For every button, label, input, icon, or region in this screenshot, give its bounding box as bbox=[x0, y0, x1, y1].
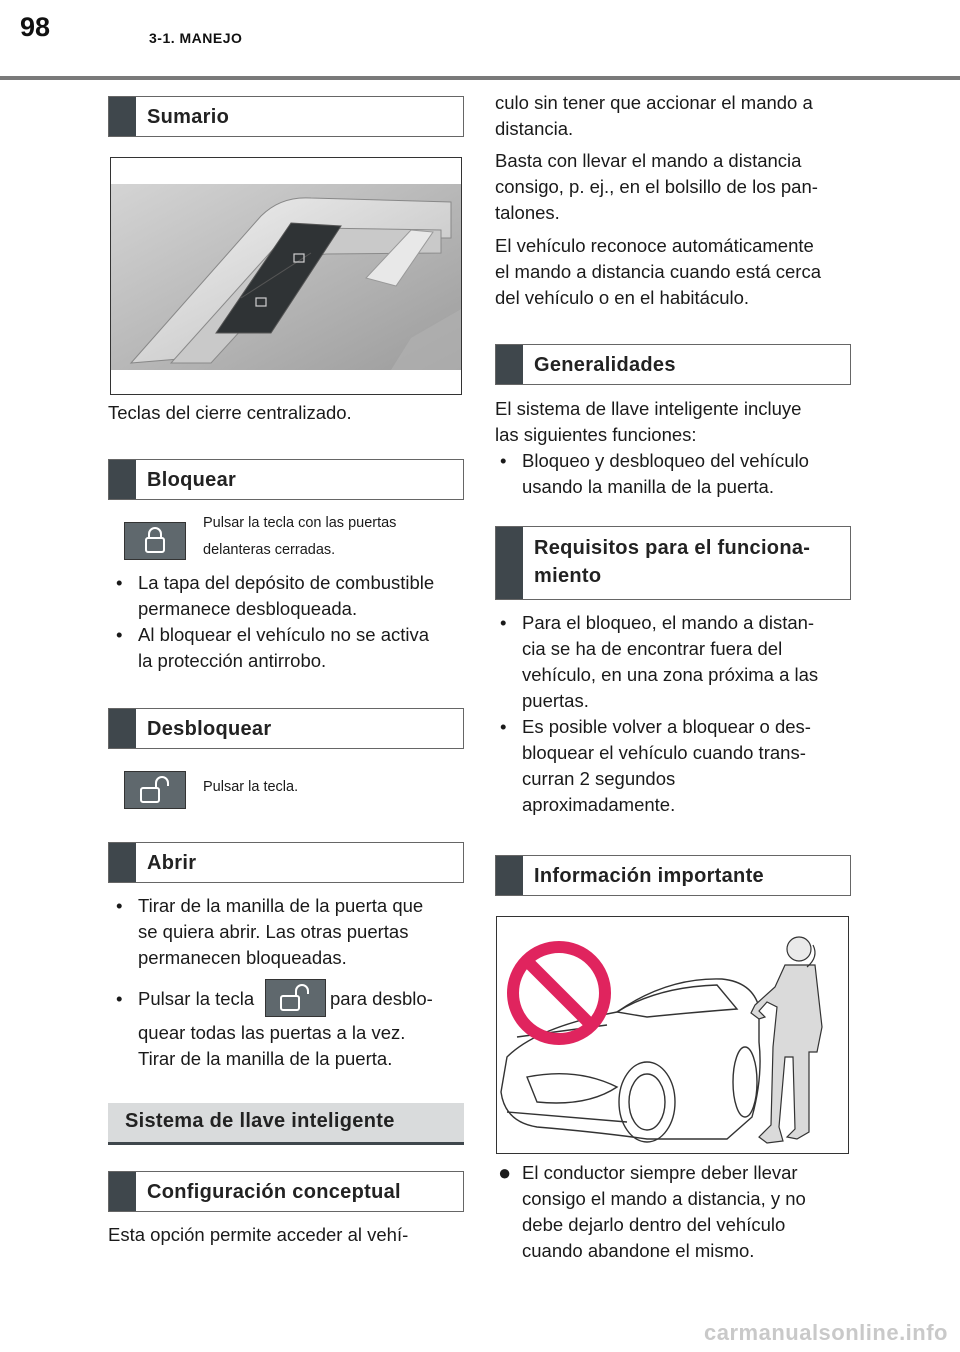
para3-line-2: el mando a distancia cuando está cerca bbox=[495, 261, 822, 282]
sistema-title: Sistema de llave inteligente bbox=[125, 1110, 395, 1132]
abrir-title: Abrir bbox=[147, 852, 197, 874]
heading-bar bbox=[109, 97, 136, 136]
heading-bar bbox=[109, 709, 136, 748]
cont-line-2: distancia. bbox=[495, 118, 574, 139]
bloquear-heading-box bbox=[108, 459, 464, 500]
page-number: 98 bbox=[20, 12, 51, 42]
abrir-bullet2-line3: Tirar de la manilla de la puerta. bbox=[138, 1048, 393, 1069]
desbloquear-title: Desbloquear bbox=[147, 718, 272, 740]
gen-line-1: El sistema de llave inteligente incluye bbox=[495, 398, 802, 419]
bullet-dot: • bbox=[116, 988, 123, 1009]
unlock-key-icon bbox=[124, 771, 186, 809]
watermark: carmanualsonline.info bbox=[704, 1320, 948, 1345]
lock-key-icon bbox=[124, 522, 186, 560]
list-item: • La tapa del depósito de combustible permanece desbloqueada. bbox=[116, 572, 435, 619]
heading-bar bbox=[496, 527, 523, 599]
requisitos-title-line1: Requisitos para el funciona- bbox=[534, 537, 811, 559]
cont-line-1: culo sin tener que accionar el mando a bbox=[495, 92, 813, 113]
generalidades-title: Generalidades bbox=[534, 354, 676, 376]
abrir-heading-box bbox=[108, 842, 464, 883]
sistema-heading-box bbox=[108, 1103, 464, 1145]
list-item: • Es posible volver a bloquear o des- bloquear el vehículo cuando trans- curran 2 segundos aproximadamente. bbox=[500, 716, 811, 815]
info-heading-box bbox=[495, 855, 851, 896]
para2-line-2: consigo, p. ej., en el bolsillo de los pan- bbox=[495, 176, 818, 197]
para3-line-3: del vehículo o en el habitáculo. bbox=[495, 287, 750, 308]
list-item: • Bloqueo y desbloqueo del vehículo usando la manilla de la puerta. bbox=[500, 450, 809, 497]
config-paragraph: Esta opción permite acceder al vehí- bbox=[108, 1224, 409, 1245]
requisitos-title-line2: miento bbox=[534, 565, 602, 587]
list-item: • Para el bloqueo, el mando a distan- cia se ha de encontrar fuera del vehículo, en una zona próxima a las puertas. bbox=[500, 612, 819, 711]
door-handle-illustration bbox=[111, 158, 462, 395]
heading-bar bbox=[496, 345, 523, 384]
gen-bullet-list bbox=[496, 448, 856, 500]
bloquear-instruction-line2: delanteras cerradas. bbox=[203, 542, 336, 558]
para3-line-1: El vehículo reconoce automáticamente bbox=[495, 235, 814, 256]
info-bullet-list bbox=[496, 1160, 856, 1264]
sumario-title: Sumario bbox=[147, 106, 230, 128]
heading-bar bbox=[109, 1172, 136, 1211]
list-item: • Tirar de la manilla de la puerta que se quiera abrir. Las otras puertas permanecen bloqueadas. bbox=[116, 895, 424, 968]
abrir-bullet-list bbox=[112, 893, 472, 971]
generalidades-heading-box bbox=[495, 344, 851, 385]
inline-unlock-key-icon bbox=[265, 979, 326, 1017]
abrir-bullet2-line2: quear todas las puertas a la vez. bbox=[138, 1022, 406, 1043]
heading-bar bbox=[109, 843, 136, 882]
bloquear-title: Bloquear bbox=[147, 469, 237, 491]
bloquear-instruction-line1: Pulsar la tecla con las puertas bbox=[203, 515, 397, 531]
section-heading: 3-1. MANEJO bbox=[149, 30, 243, 46]
door-lock-buttons-figure bbox=[110, 157, 462, 395]
gen-line-2: las siguientes funciones: bbox=[495, 424, 697, 445]
sumario-heading-box bbox=[108, 96, 464, 137]
requisitos-bullet-list bbox=[496, 610, 856, 818]
heading-bar bbox=[496, 856, 523, 895]
info-title: Información importante bbox=[534, 865, 764, 887]
desbloquear-instruction: Pulsar la tecla. bbox=[203, 779, 299, 795]
figure-caption: Teclas del cierre centralizado. bbox=[108, 402, 352, 423]
smart-key-warning-figure bbox=[496, 916, 849, 1154]
bloquear-bullet-list bbox=[112, 570, 472, 674]
list-item: • Al bloquear el vehículo no se activa la protección antirrobo. bbox=[116, 624, 430, 671]
abrir-bullet2-post: para desblo- bbox=[330, 988, 433, 1009]
list-item: ● El conductor siempre deber llevar consigo el mando a distancia, y no debe dejarlo dentro del vehículo cuando abandone el mismo. bbox=[498, 1160, 806, 1261]
header-rule bbox=[0, 76, 960, 80]
desbloquear-heading-box bbox=[108, 708, 464, 749]
abrir-bullet2-pre: Pulsar la tecla bbox=[138, 988, 255, 1009]
heading-bar bbox=[109, 460, 136, 499]
para2-line-3: talones. bbox=[495, 202, 560, 223]
requisitos-heading-box bbox=[495, 526, 851, 600]
para2-line-1: Basta con llevar el mando a distancia bbox=[495, 150, 802, 171]
config-heading-box bbox=[108, 1171, 464, 1212]
config-title: Configuración conceptual bbox=[147, 1181, 401, 1203]
